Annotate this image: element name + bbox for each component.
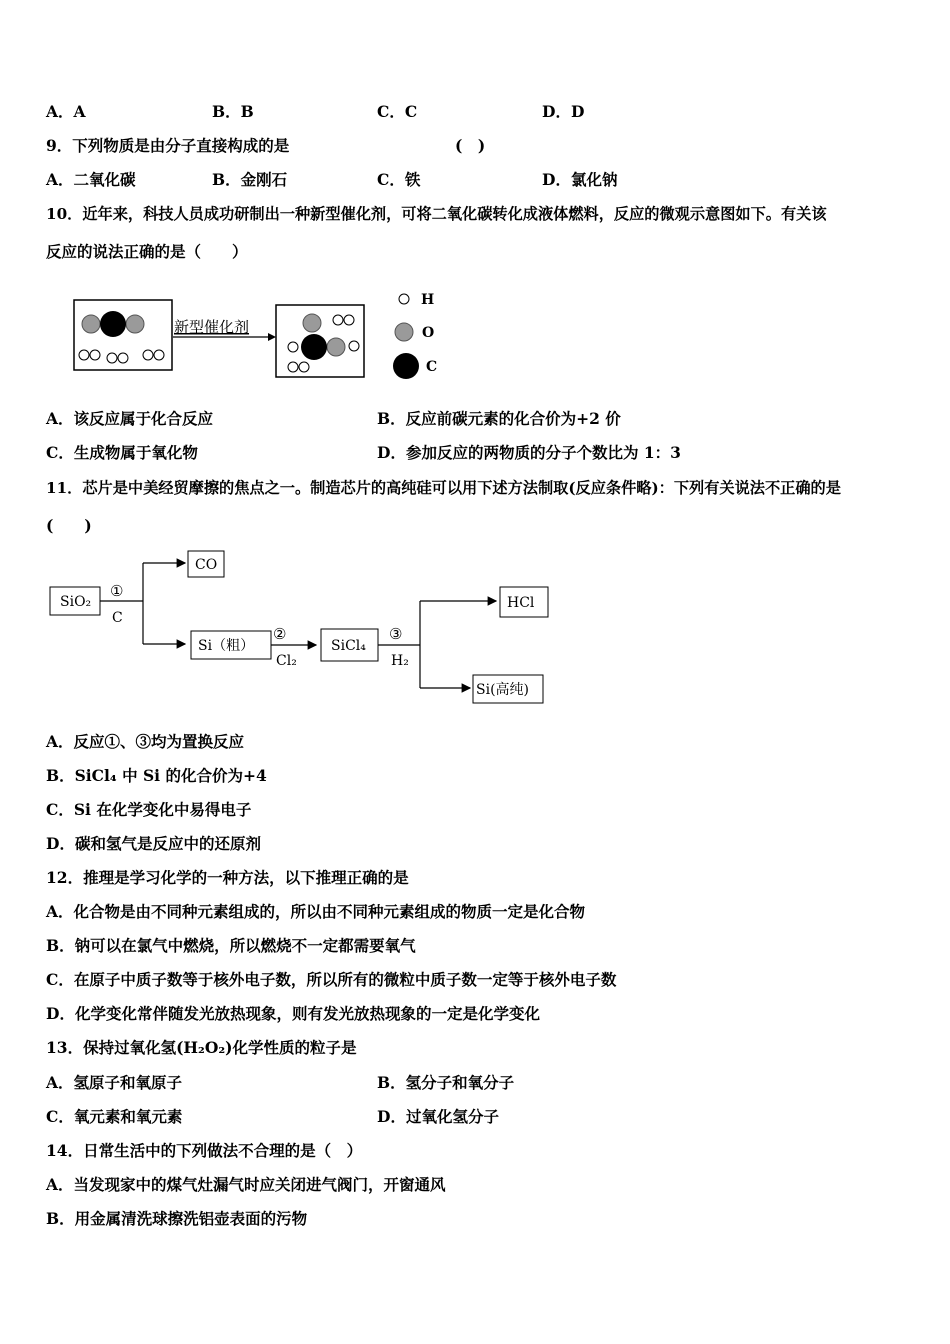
q10-option-c: C．生成物属于氧化物 bbox=[46, 443, 198, 462]
co2-oxygen-atom bbox=[82, 315, 100, 333]
q8-option-b: B．B bbox=[212, 102, 254, 121]
h-atom bbox=[288, 342, 298, 352]
q8-option-c: C．C bbox=[377, 102, 418, 121]
catalyst-label: 新型催化剂 bbox=[174, 318, 250, 336]
q10-option-d: D．参加反应的两物质的分子个数比为 1：3 bbox=[377, 443, 681, 462]
q14-option-b: B．用金属清洗球擦洗铝壶表面的污物 bbox=[46, 1209, 308, 1228]
q14-option-a: A．当发现家中的煤气灶漏气时应关闭进气阀门，开窗通风 bbox=[46, 1175, 446, 1194]
q13-option-b: B．氢分子和氧分子 bbox=[377, 1073, 515, 1092]
q12-option-a: A．化合物是由不同种元素组成的，所以由不同种元素组成的物质一定是化合物 bbox=[46, 902, 586, 921]
q11-stem-line1: 11．芯片是中美经贸摩擦的焦点之一。制造芯片的高纯硅可以用下述方法制取(反应条件略)：下列有关说法不正确的是 bbox=[46, 479, 841, 497]
step3-reagent: H₂ bbox=[391, 653, 409, 669]
q14-stem: 14．日常生活中的下列做法不合理的是（ ） bbox=[46, 1141, 363, 1160]
q12-stem: 12．推理是学习化学的一种方法，以下推理正确的是 bbox=[46, 868, 409, 887]
legend-c-icon bbox=[393, 353, 419, 379]
q10-option-b: B．反应前碳元素的化合价为+2 价 bbox=[377, 409, 621, 428]
q11-flow-diagram bbox=[40, 545, 580, 715]
q12-option-d: D．化学变化常伴随发光放热现象，则有发光放热现象的一定是化学变化 bbox=[46, 1004, 540, 1023]
q9-option-b: B．金刚石 bbox=[212, 170, 288, 189]
legend-o-label: O bbox=[422, 325, 435, 341]
step1-number: ① bbox=[110, 582, 124, 600]
legend-h-label: H bbox=[421, 292, 435, 308]
q9-option-c: C．铁 bbox=[377, 170, 421, 189]
crude-si-label: Si（粗） bbox=[198, 638, 255, 654]
q10-option-a: A．该反应属于化合反应 bbox=[46, 409, 214, 428]
co2-oxygen-atom bbox=[126, 315, 144, 333]
q9-option-a: A．二氧化碳 bbox=[46, 170, 136, 189]
hcl-label: HCl bbox=[507, 595, 535, 611]
q10-stem-line1: 10．近年来，科技人员成功研制出一种新型催化剂，可将二氧化碳转化成液体燃料，反应的微观示意图如下。有关该 bbox=[46, 205, 827, 223]
q8-option-d: D．D bbox=[542, 102, 585, 121]
q13-option-d: D．过氧化氢分子 bbox=[377, 1107, 499, 1126]
q10-reaction-diagram bbox=[60, 282, 460, 392]
ch3oh-oxygen-atom bbox=[303, 314, 321, 332]
q9-option-d: D．氯化钠 bbox=[542, 170, 618, 189]
step2-number: ② bbox=[273, 625, 287, 643]
step1-reagent: C bbox=[112, 610, 123, 626]
q9-answer-paren: ( ) bbox=[455, 136, 486, 155]
sio2-label: SiO₂ bbox=[60, 594, 92, 610]
sicl4-label: SiCl₄ bbox=[331, 638, 366, 654]
h-atom bbox=[349, 341, 359, 351]
product-carbon-atom bbox=[301, 334, 327, 360]
q11-option-c: C．Si 在化学变化中易得电子 bbox=[46, 800, 252, 819]
q13-stem: 13．保持过氧化氢(H₂O₂)化学性质的粒子是 bbox=[46, 1038, 357, 1057]
legend-h-icon bbox=[399, 294, 409, 304]
reaction-arrow-head bbox=[268, 333, 276, 341]
step3-number: ③ bbox=[389, 625, 403, 643]
q11-option-a: A．反应①、③均为置换反应 bbox=[46, 732, 245, 751]
q11-option-b: B．SiCl₄ 中 Si 的化合价为+4 bbox=[46, 766, 267, 785]
step2-reagent: Cl₂ bbox=[276, 653, 297, 669]
q9-stem: 9．下列物质是由分子直接构成的是 bbox=[46, 136, 290, 155]
q10-stem-line2: 反应的说法正确的是（ ） bbox=[46, 242, 248, 261]
q12-option-b: B．钠可以在氯气中燃烧，所以燃烧不一定都需要氧气 bbox=[46, 936, 416, 955]
pure-si-label: Si(高纯) bbox=[476, 682, 529, 698]
co2-carbon-atom bbox=[100, 311, 126, 337]
legend-c-label: C bbox=[426, 359, 438, 375]
q12-option-c: C．在原子中质子数等于核外电子数，所以所有的微粒中质子数一定等于核外电子数 bbox=[46, 970, 617, 989]
q8-option-a: A．A bbox=[46, 102, 86, 121]
legend-o-icon bbox=[395, 323, 413, 341]
q13-option-c: C．氧元素和氧元素 bbox=[46, 1107, 183, 1126]
q11-option-d: D．碳和氢气是反应中的还原剂 bbox=[46, 834, 261, 853]
ch3oh-oxygen-atom bbox=[327, 338, 345, 356]
co-label: CO bbox=[195, 557, 218, 573]
q13-option-a: A．氢原子和氧原子 bbox=[46, 1073, 183, 1092]
q11-stem-line2: ( ) bbox=[46, 516, 92, 535]
